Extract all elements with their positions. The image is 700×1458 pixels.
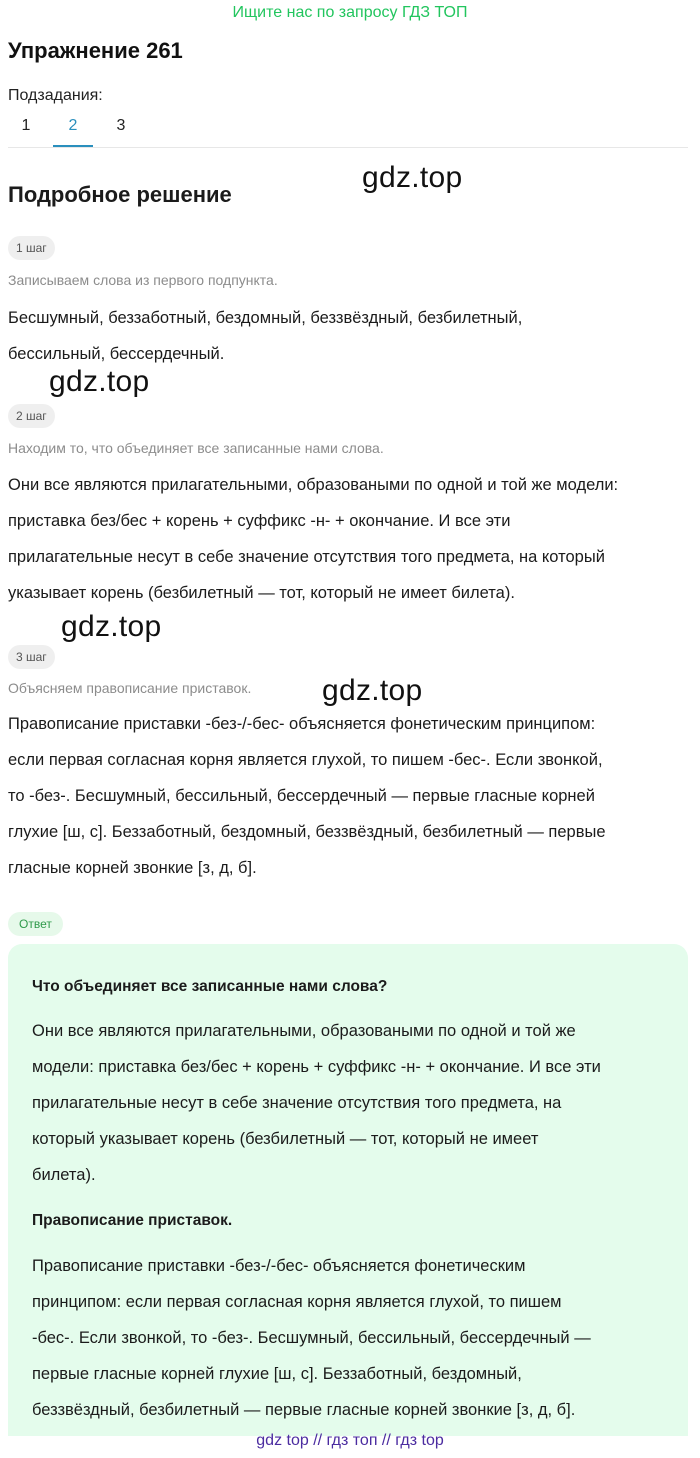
text-line: беззвёздный, безбилетный — первые гласные корней звонкие [з, д, б]. — [32, 1401, 576, 1419]
answer-question: Правописание приставок. — [32, 1212, 233, 1229]
answer-text — [32, 1248, 672, 1428]
page-title: Упражнение 261 — [8, 38, 183, 63]
text-line: Правописание приставки -без-/-бес- объясняется фонетическим принципом: — [8, 715, 596, 733]
text-line: прилагательные несут в себе значение отсутствия того предмета, на — [32, 1094, 562, 1112]
text-line: если первая согласная корня является глухой, то пишем -бес-. Если звонкой, — [8, 751, 603, 769]
step-hint: Объясняем правописание приставок. — [8, 680, 252, 696]
subtask-tab-3[interactable]: 3 — [116, 117, 126, 134]
text-line: прилагательные несут в себе значение отсутствия того предмета, на который — [8, 548, 605, 566]
step-hint: Находим то, что объединяет все записанные нами слова. — [8, 440, 384, 456]
text-line: Они все являются прилагательными, образоваными по одной и той же — [32, 1022, 576, 1040]
text-line: глухие [ш, с]. Беззаботный, бездомный, беззвёздный, безбилетный — первые — [8, 823, 606, 841]
watermark: gdz.top — [362, 161, 463, 194]
answer-question: Что объединяет все записанные нами слова? — [32, 978, 388, 995]
text-line: первые гласные корней глухие [ш, с]. Беззаботный, бездомный, — [32, 1365, 522, 1383]
text-line: приставка без/бес + корень + суффикс -н- + окончание. И все эти — [8, 512, 511, 530]
subtasks-label: Подзадания: — [8, 87, 103, 104]
step-badge: 1 шаг — [8, 236, 55, 260]
subtask-tabs — [8, 112, 688, 148]
watermark: gdz.top — [322, 674, 423, 707]
solution-title: Подробное решение — [8, 182, 232, 207]
subtask-tab-2[interactable]: 2 — [53, 112, 93, 147]
text-line: который указывает корень (безбилетный — тот, который не имеет — [32, 1130, 539, 1148]
watermark: gdz.top — [61, 610, 162, 643]
text-line: -бес-. Если звонкой, то -без-. Бесшумный, бессильный, бессердечный — — [32, 1329, 591, 1347]
search-banner: Ищите нас по запросу ГДЗ ТОП — [232, 4, 468, 21]
text-line: модели: приставка без/бес + корень + суффикс -н- + окончание. И все эти — [32, 1058, 601, 1076]
text-line: гласные корней звонкие [з, д, б]. — [8, 859, 257, 877]
step-badge: 2 шаг — [8, 404, 55, 428]
text-line: бессильный, бессердечный. — [8, 345, 225, 363]
watermark: gdz.top — [49, 365, 150, 398]
text-line: Они все являются прилагательными, образоваными по одной и той же модели: — [8, 476, 619, 494]
text-line: билета). — [32, 1166, 96, 1184]
answer-badge: Ответ — [8, 912, 63, 936]
answer-text — [32, 1013, 672, 1193]
text-line: указывает корень (безбилетный — тот, который не имеет билета). — [8, 584, 515, 602]
text-line: то -без-. Бесшумный, бессильный, бессердечный — первые гласные корней — [8, 787, 595, 805]
step-text — [8, 300, 692, 372]
answer-box — [8, 944, 688, 1436]
step-text — [8, 706, 692, 886]
text-line: Бесшумный, беззаботный, бездомный, беззвёздный, безбилетный, — [8, 309, 523, 327]
text-line: Правописание приставки -без-/-бес- объясняется фонетическим — [32, 1257, 526, 1275]
subtask-tab-1[interactable]: 1 — [21, 117, 31, 134]
step-badge: 3 шаг — [8, 645, 55, 669]
step-hint: Записываем слова из первого подпункта. — [8, 272, 278, 288]
step-text — [8, 467, 692, 611]
text-line: принципом: если первая согласная корня является глухой, то пишем — [32, 1293, 562, 1311]
footer-links: gdz top // гдз топ // гдз top — [256, 1432, 444, 1449]
